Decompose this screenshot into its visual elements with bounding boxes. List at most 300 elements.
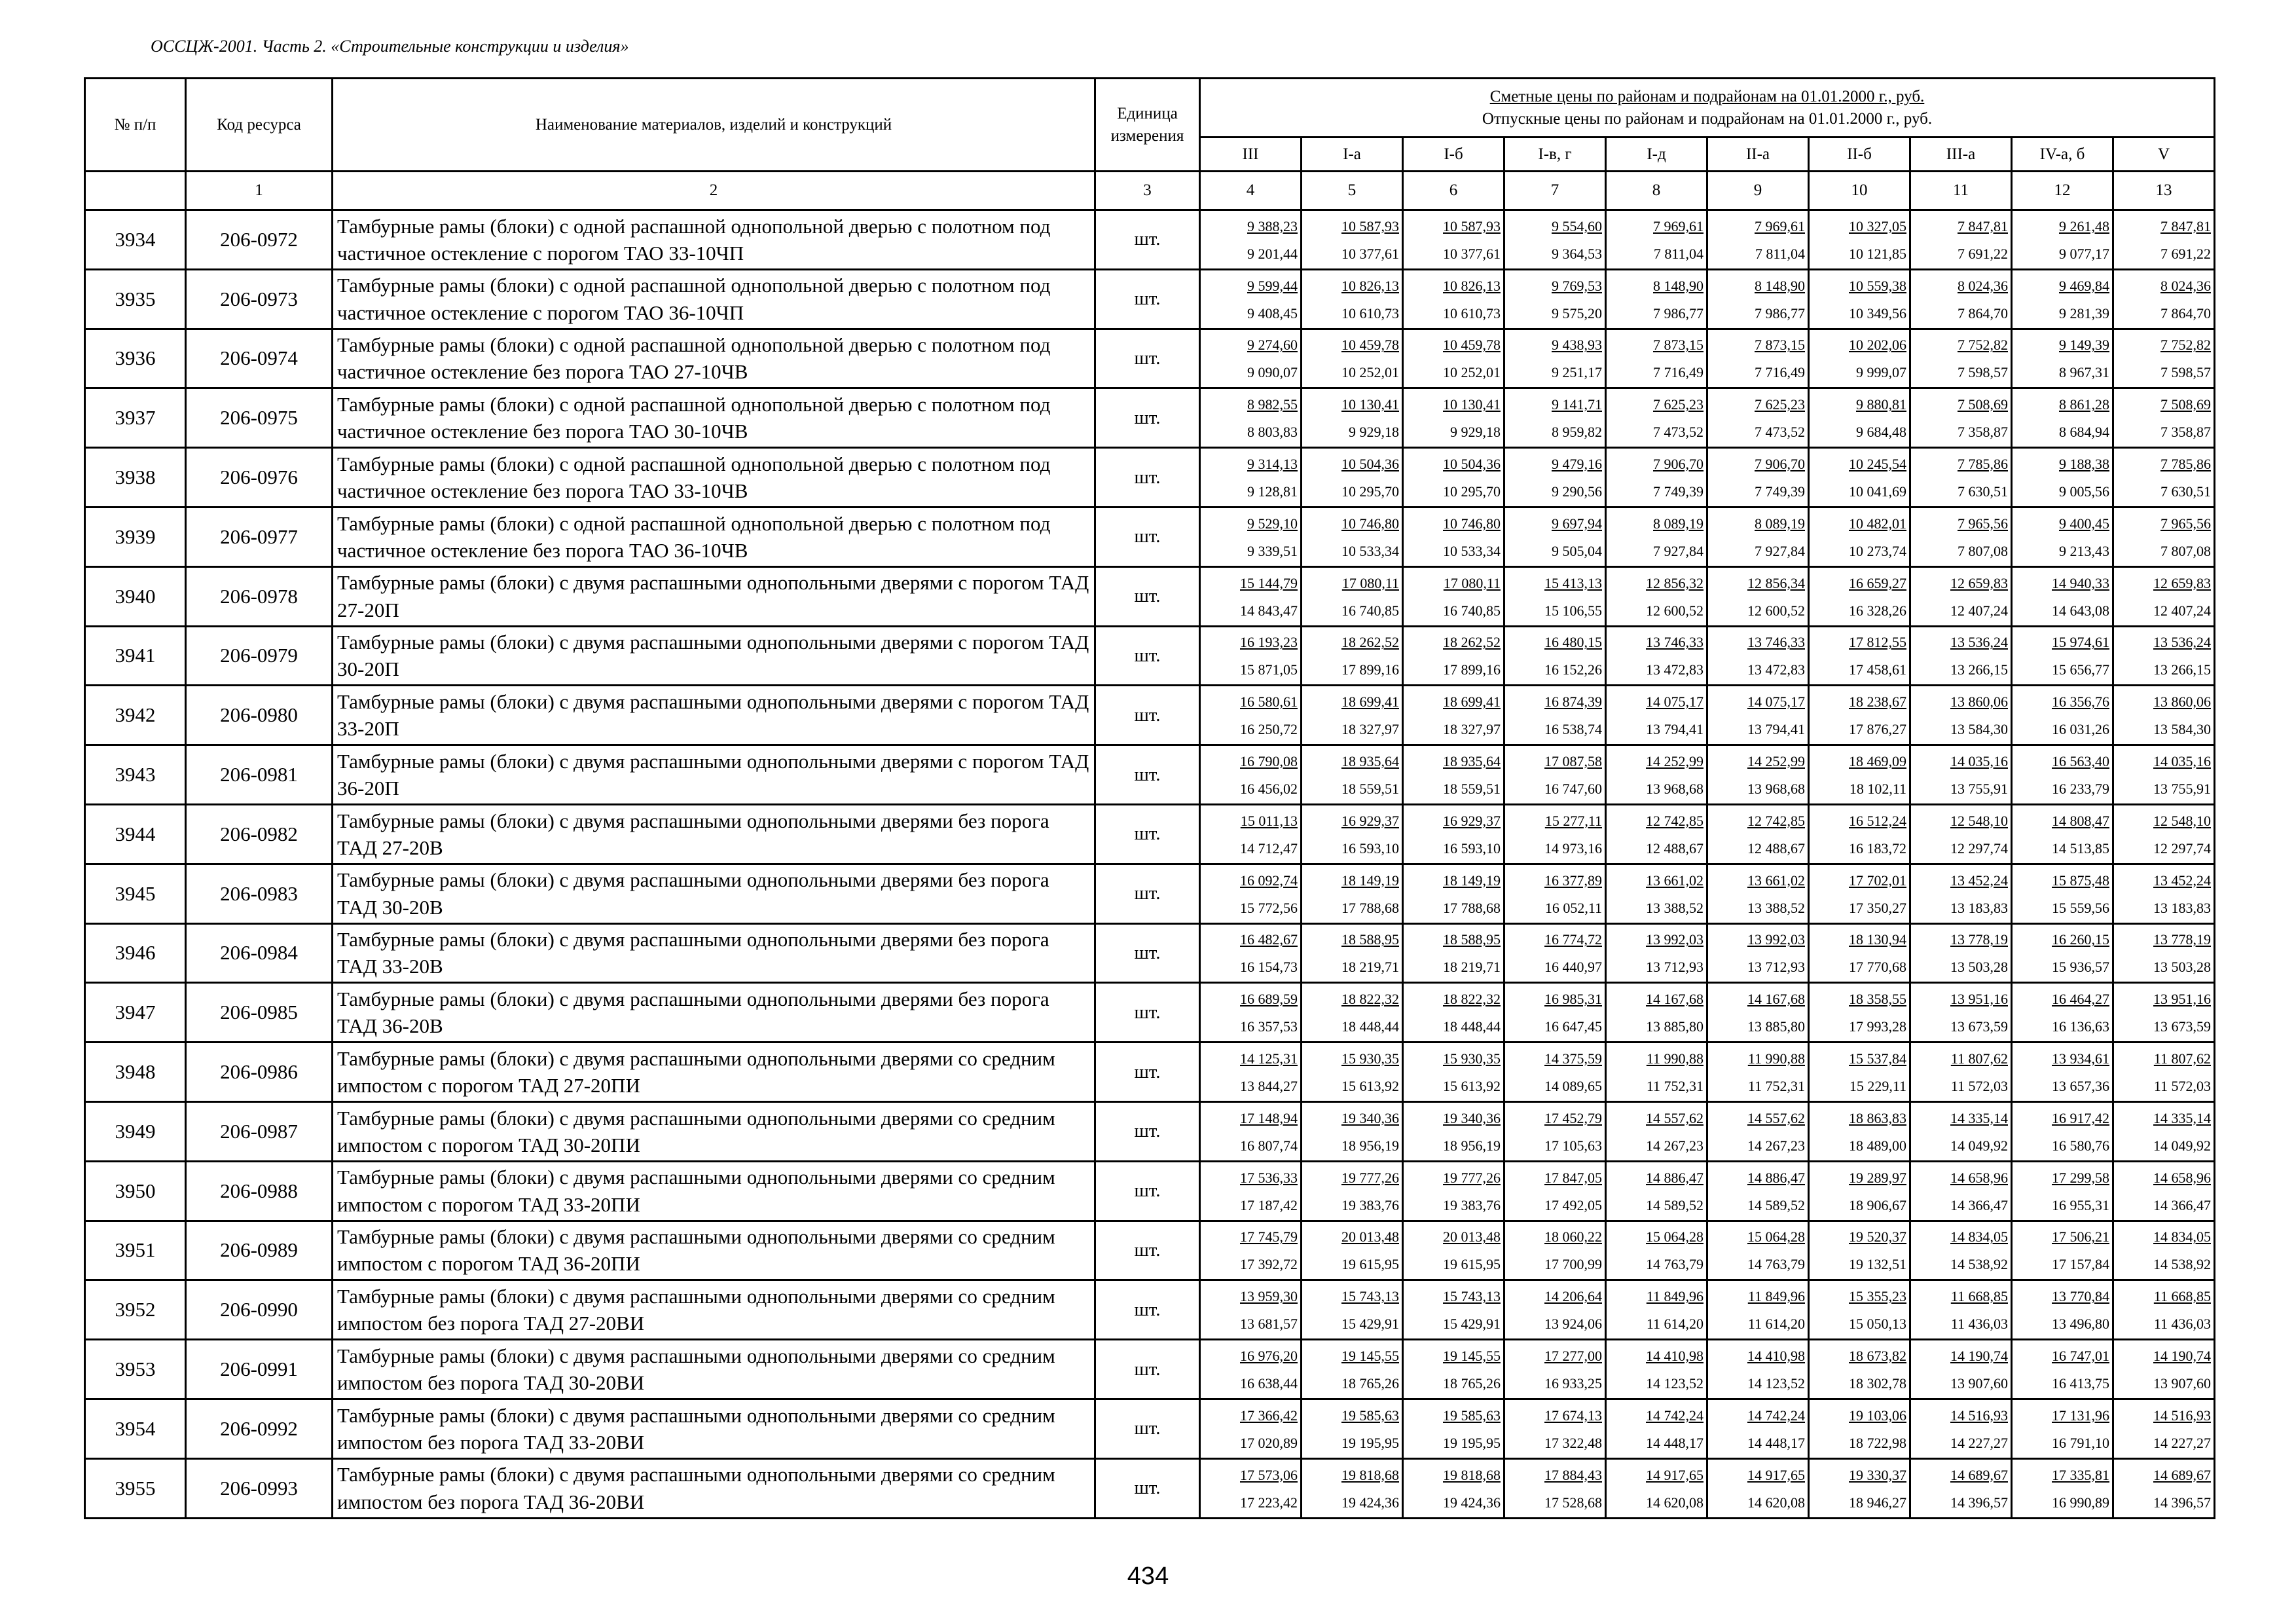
price-cell — [2012, 864, 2113, 923]
price-cell — [2113, 1101, 2215, 1161]
release-price: 17 770,68 — [1849, 959, 1906, 976]
estimate-price: 18 863,83 — [1849, 1109, 1906, 1126]
price-cell — [1200, 1043, 1302, 1102]
material-name: Тамбурные рамы (блоки) с двумя распашными однопольными дверями со средним импостом с порогом ТАД 33-20ПИ — [333, 1161, 1095, 1221]
estimate-price: 9 697,94 — [1552, 515, 1602, 532]
price-cell — [1302, 1043, 1403, 1102]
estimate-price: 12 659,83 — [1950, 574, 2008, 591]
price-cell — [2113, 983, 2215, 1043]
price-cell — [1504, 1101, 1606, 1161]
release-price: 10 377,61 — [1443, 245, 1501, 262]
estimate-price: 14 742,24 — [1646, 1407, 1704, 1424]
estimate-price: 13 860,06 — [2153, 693, 2212, 710]
table-row — [85, 269, 2215, 329]
estimate-price: 9 261,48 — [2059, 217, 2109, 234]
estimate-price: 18 822,32 — [1341, 991, 1399, 1008]
price-cell — [2113, 686, 2215, 745]
estimate-price: 14 886,47 — [1747, 1169, 1805, 1186]
release-price: 9 575,20 — [1552, 304, 1602, 322]
estimate-price: 10 327,05 — [1849, 217, 1906, 234]
price-cell — [1504, 804, 1606, 864]
price-cell — [1403, 1280, 1504, 1340]
estimate-price: 16 976,20 — [1240, 1348, 1298, 1365]
header-unit: Единица измерения — [1095, 79, 1200, 172]
estimate-price: 10 482,01 — [1849, 515, 1906, 532]
estimate-price: 16 482,67 — [1240, 931, 1298, 948]
price-cell — [1302, 1340, 1403, 1399]
price-cell — [1809, 804, 1910, 864]
material-name: Тамбурные рамы (блоки) с одной распашной однопольной дверью с полотном под частичное остекление без порога ТАО 36-10ЧВ — [333, 507, 1095, 566]
price-cell — [2012, 1340, 2113, 1399]
release-price: 16 183,72 — [1849, 840, 1906, 857]
estimate-price: 14 410,98 — [1747, 1348, 1805, 1365]
estimate-price: 18 149,19 — [1443, 872, 1501, 889]
estimate-price: 9 554,60 — [1552, 217, 1602, 234]
release-price: 13 673,59 — [2153, 1018, 2212, 1035]
price-cell — [1403, 507, 1504, 566]
header-region: III-а — [1910, 138, 2012, 172]
estimate-price: 8 148,90 — [1755, 277, 1805, 294]
estimate-price: 18 262,52 — [1341, 634, 1399, 651]
unit-cell: шт. — [1095, 1458, 1200, 1518]
price-cell — [1606, 1340, 1707, 1399]
estimate-price: 7 847,81 — [2160, 217, 2212, 234]
price-cell — [1302, 686, 1403, 745]
estimate-price: 19 289,97 — [1849, 1169, 1906, 1186]
estimate-price: 9 769,53 — [1552, 277, 1602, 294]
price-cell — [1606, 983, 1707, 1043]
resource-code: 206-0991 — [186, 1340, 333, 1399]
unit-cell: шт. — [1095, 804, 1200, 864]
estimate-price: 7 847,81 — [1958, 217, 2008, 234]
release-price: 18 489,00 — [1849, 1137, 1906, 1154]
release-price: 17 157,84 — [2052, 1256, 2109, 1273]
price-cell — [1910, 210, 2012, 270]
estimate-price: 7 873,15 — [1653, 337, 1704, 354]
estimate-price: 16 092,74 — [1240, 872, 1298, 889]
price-cell — [1910, 626, 2012, 686]
release-price: 13 794,41 — [1747, 721, 1805, 738]
price-cell — [2113, 1399, 2215, 1458]
release-price: 14 763,79 — [1646, 1256, 1704, 1273]
price-cell — [1200, 626, 1302, 686]
price-cell — [1504, 566, 1606, 626]
material-name: Тамбурные рамы (блоки) с одной распашной однопольной дверью с полотном под частичное остекление с порогом ТАО 36-10ЧП — [333, 269, 1095, 329]
release-price: 14 589,52 — [1646, 1196, 1704, 1213]
price-cell — [2113, 566, 2215, 626]
price-cell — [2113, 388, 2215, 448]
table-row — [85, 210, 2215, 270]
estimate-price: 13 661,02 — [1646, 872, 1704, 889]
price-cell — [1809, 1161, 1910, 1221]
estimate-price: 18 588,95 — [1443, 931, 1501, 948]
price-cell — [2113, 864, 2215, 923]
release-price: 15 559,56 — [2052, 899, 2109, 916]
release-price: 13 673,59 — [1950, 1018, 2008, 1035]
release-price: 7 749,39 — [1653, 483, 1704, 500]
price-cell — [1403, 269, 1504, 329]
estimate-price: 9 438,93 — [1552, 337, 1602, 354]
price-cell — [1809, 448, 1910, 507]
estimate-price: 14 689,67 — [1950, 1466, 2008, 1483]
estimate-price: 13 778,19 — [2153, 931, 2212, 948]
release-price: 16 328,26 — [1849, 602, 1906, 619]
price-cell — [1606, 923, 1707, 983]
release-price: 12 488,67 — [1646, 840, 1704, 857]
estimate-price: 12 742,85 — [1646, 812, 1704, 829]
estimate-price: 17 702,01 — [1849, 872, 1906, 889]
unit-cell: шт. — [1095, 1161, 1200, 1221]
price-cell — [1403, 1101, 1504, 1161]
estimate-price: 17 452,79 — [1544, 1109, 1602, 1126]
unit-cell: шт. — [1095, 1101, 1200, 1161]
release-price: 13 968,68 — [1646, 781, 1704, 798]
estimate-price: 19 340,36 — [1341, 1109, 1399, 1126]
table-row — [85, 745, 2215, 805]
release-price: 11 436,03 — [2153, 1316, 2212, 1333]
price-cell — [1403, 1340, 1504, 1399]
release-price: 14 267,23 — [1747, 1137, 1805, 1154]
price-cell — [1707, 210, 1809, 270]
material-name: Тамбурные рамы (блоки) с двумя распашными однопольными дверями со средним импостом без порога ТАД 30-20ВИ — [333, 1340, 1095, 1399]
row-number: 3945 — [85, 864, 186, 923]
release-price: 9 281,39 — [2059, 304, 2109, 322]
estimate-price: 9 274,60 — [1247, 337, 1298, 354]
column-number: 8 — [1606, 172, 1707, 210]
release-price: 14 448,17 — [1747, 1434, 1805, 1451]
release-price: 18 956,19 — [1443, 1137, 1501, 1154]
release-price: 8 803,83 — [1247, 424, 1298, 441]
estimate-price: 8 089,19 — [1653, 515, 1704, 532]
table-row — [85, 448, 2215, 507]
estimate-price: 7 752,82 — [1958, 337, 2008, 354]
price-cell — [2113, 507, 2215, 566]
estimate-price: 19 818,68 — [1443, 1466, 1501, 1483]
price-cell — [1200, 686, 1302, 745]
price-cell — [1809, 1340, 1910, 1399]
price-cell — [1809, 388, 1910, 448]
estimate-price: 11 990,88 — [1646, 1050, 1704, 1067]
price-cell — [2012, 1399, 2113, 1458]
resource-code: 206-0987 — [186, 1101, 333, 1161]
header-region: III — [1200, 138, 1302, 172]
estimate-price: 15 930,35 — [1341, 1050, 1399, 1067]
release-price: 13 503,28 — [2153, 959, 2212, 976]
estimate-price: 14 410,98 — [1646, 1348, 1704, 1365]
estimate-price: 20 013,48 — [1443, 1228, 1501, 1246]
release-price: 9 251,17 — [1552, 364, 1602, 381]
release-price: 16 440,97 — [1544, 959, 1602, 976]
estimate-price: 15 537,84 — [1849, 1050, 1906, 1067]
estimate-price: 13 951,16 — [1950, 991, 2008, 1008]
table-row — [85, 388, 2215, 448]
estimate-price: 17 131,96 — [2052, 1407, 2109, 1424]
release-price: 14 227,27 — [2153, 1434, 2212, 1451]
column-number: 9 — [1707, 172, 1809, 210]
price-cell — [1910, 507, 2012, 566]
row-number: 3950 — [85, 1161, 186, 1221]
release-price: 7 811,04 — [1755, 245, 1805, 262]
estimate-price: 14 206,64 — [1544, 1288, 1602, 1305]
estimate-price: 13 934,61 — [2052, 1050, 2109, 1067]
estimate-price: 14 167,68 — [1747, 991, 1805, 1008]
estimate-price: 15 743,13 — [1443, 1288, 1501, 1305]
header-code: Код ресурса — [186, 79, 333, 172]
price-cell — [1809, 1221, 1910, 1280]
price-cell — [1809, 1101, 1910, 1161]
estimate-price: 18 822,32 — [1443, 991, 1501, 1008]
unit-cell: шт. — [1095, 1280, 1200, 1340]
estimate-price: 11 849,96 — [1646, 1288, 1704, 1305]
price-cell — [1504, 448, 1606, 507]
release-price: 18 219,71 — [1443, 959, 1501, 976]
price-cell — [1200, 1221, 1302, 1280]
price-cell — [1403, 566, 1504, 626]
estimate-price: 14 917,65 — [1646, 1466, 1704, 1483]
price-cell — [1707, 745, 1809, 805]
estimate-price: 9 599,44 — [1247, 277, 1298, 294]
estimate-price: 8 148,90 — [1653, 277, 1704, 294]
header-region: I-а — [1302, 138, 1403, 172]
estimate-price: 17 080,11 — [1341, 574, 1399, 591]
release-price: 9 684,48 — [1856, 424, 1906, 441]
estimate-price: 19 145,55 — [1443, 1348, 1501, 1365]
material-name: Тамбурные рамы (блоки) с двумя распашными однопольными дверями со средним импостом без порога ТАД 36-20ВИ — [333, 1458, 1095, 1518]
row-number: 3935 — [85, 269, 186, 329]
estimate-price: 14 075,17 — [1747, 693, 1805, 710]
estimate-price: 16 659,27 — [1849, 574, 1906, 591]
resource-code: 206-0973 — [186, 269, 333, 329]
price-cell — [2012, 210, 2113, 270]
price-cell — [1809, 745, 1910, 805]
release-price: 8 967,31 — [2059, 364, 2109, 381]
price-cell — [1403, 864, 1504, 923]
estimate-price: 16 917,42 — [2052, 1109, 2109, 1126]
resource-code: 206-0976 — [186, 448, 333, 507]
price-cell — [1200, 388, 1302, 448]
price-cell — [1200, 448, 1302, 507]
price-cell — [2012, 923, 2113, 983]
estimate-price: 15 064,28 — [1747, 1228, 1805, 1246]
release-price: 9 128,81 — [1247, 483, 1298, 500]
table-row — [85, 804, 2215, 864]
release-price: 14 227,27 — [1950, 1434, 2008, 1451]
estimate-price: 13 992,03 — [1646, 931, 1704, 948]
release-price: 16 638,44 — [1240, 1375, 1298, 1392]
price-cell — [1200, 804, 1302, 864]
release-price: 14 843,47 — [1240, 602, 1298, 619]
price-cell — [1200, 269, 1302, 329]
estimate-price: 13 536,24 — [1950, 634, 2008, 651]
unit-cell: шт. — [1095, 1043, 1200, 1102]
price-cell — [2113, 745, 2215, 805]
release-price: 7 691,22 — [2160, 245, 2212, 262]
estimate-price: 16 774,72 — [1544, 931, 1602, 948]
release-price: 17 876,27 — [1849, 721, 1906, 738]
row-number: 3943 — [85, 745, 186, 805]
price-cell — [1504, 329, 1606, 388]
price-cell — [1302, 1280, 1403, 1340]
release-price: 10 273,74 — [1849, 542, 1906, 559]
estimate-price: 14 658,96 — [1950, 1169, 2008, 1186]
material-name: Тамбурные рамы (блоки) с одной распашной однопольной дверью с полотном под частичное остекление без порога ТАО 30-10ЧВ — [333, 388, 1095, 448]
price-cell — [1403, 1399, 1504, 1458]
price-cell — [1809, 923, 1910, 983]
material-name: Тамбурные рамы (блоки) с двумя распашными однопольными дверями со средним импостом с порогом ТАД 36-20ПИ — [333, 1221, 1095, 1280]
release-price: 14 123,52 — [1646, 1375, 1704, 1392]
release-price: 10 295,70 — [1341, 483, 1399, 500]
resource-code: 206-0989 — [186, 1221, 333, 1280]
estimate-price: 11 990,88 — [1747, 1050, 1805, 1067]
price-cell — [1403, 448, 1504, 507]
estimate-price: 16 464,27 — [2052, 991, 2109, 1008]
estimate-price: 15 011,13 — [1240, 812, 1298, 829]
estimate-price: 14 190,74 — [2153, 1348, 2212, 1365]
release-price: 11 752,31 — [1646, 1078, 1704, 1095]
estimate-price: 15 064,28 — [1646, 1228, 1704, 1246]
release-price: 12 600,52 — [1646, 602, 1704, 619]
release-price: 17 223,42 — [1240, 1494, 1298, 1511]
price-cell — [1504, 388, 1606, 448]
release-price: 13 755,91 — [2153, 781, 2212, 798]
release-price: 14 763,79 — [1747, 1256, 1805, 1273]
price-cell — [1504, 269, 1606, 329]
price-cell — [1809, 269, 1910, 329]
price-cell — [1504, 1043, 1606, 1102]
price-cell — [1403, 983, 1504, 1043]
price-cell — [1707, 626, 1809, 686]
estimate-price: 12 659,83 — [2153, 574, 2212, 591]
release-price: 13 657,36 — [2052, 1078, 2109, 1095]
estimate-price: 9 469,84 — [2059, 277, 2109, 294]
release-price: 17 020,89 — [1240, 1434, 1298, 1451]
price-cell — [2012, 1161, 2113, 1221]
release-price: 14 396,57 — [1950, 1494, 2008, 1511]
release-price: 13 924,06 — [1544, 1316, 1602, 1333]
release-price: 7 807,08 — [1958, 542, 2008, 559]
release-price: 16 456,02 — [1240, 781, 1298, 798]
estimate-price: 10 587,93 — [1443, 217, 1501, 234]
estimate-price: 16 480,15 — [1544, 634, 1602, 651]
estimate-price: 12 548,10 — [2153, 812, 2212, 829]
release-price: 13 907,60 — [1950, 1375, 2008, 1392]
column-number: 13 — [2113, 172, 2215, 210]
header-prices-estimate: Сметные цены по районам и подрайонам на 01.01.2000 г., руб. — [1489, 87, 1925, 105]
price-cell — [1707, 686, 1809, 745]
table-row — [85, 1458, 2215, 1518]
release-price: 10 377,61 — [1341, 245, 1399, 262]
price-cell — [2113, 1280, 2215, 1340]
release-price: 15 772,56 — [1240, 899, 1298, 916]
estimate-price: 18 130,94 — [1849, 931, 1906, 948]
price-table — [84, 77, 2215, 1519]
release-price: 18 219,71 — [1341, 959, 1399, 976]
release-price: 10 610,73 — [1443, 304, 1501, 322]
release-price: 10 295,70 — [1443, 483, 1501, 500]
release-price: 15 871,05 — [1240, 661, 1298, 678]
row-number: 3937 — [85, 388, 186, 448]
price-cell — [1606, 745, 1707, 805]
price-cell — [1809, 686, 1910, 745]
estimate-price: 12 742,85 — [1747, 812, 1805, 829]
estimate-price: 17 087,58 — [1544, 753, 1602, 770]
release-price: 13 907,60 — [2153, 1375, 2212, 1392]
price-cell — [1910, 329, 2012, 388]
price-cell — [1606, 1280, 1707, 1340]
price-cell — [1200, 1161, 1302, 1221]
release-price: 7 807,08 — [2160, 542, 2212, 559]
estimate-price: 9 314,13 — [1247, 456, 1298, 473]
table-row — [85, 1399, 2215, 1458]
price-cell — [1707, 1340, 1809, 1399]
estimate-price: 13 746,33 — [1646, 634, 1704, 651]
price-cell — [1403, 388, 1504, 448]
release-price: 19 132,51 — [1849, 1256, 1906, 1273]
unit-cell: шт. — [1095, 507, 1200, 566]
release-price: 7 630,51 — [2160, 483, 2212, 500]
estimate-price: 11 668,85 — [1950, 1288, 2008, 1305]
release-price: 7 473,52 — [1755, 424, 1805, 441]
release-price: 18 722,98 — [1849, 1434, 1906, 1451]
release-price: 18 302,78 — [1849, 1375, 1906, 1392]
header-num: № п/п — [85, 79, 186, 172]
estimate-price: 14 689,67 — [2153, 1466, 2212, 1483]
release-price: 15 429,91 — [1443, 1316, 1501, 1333]
price-cell — [1504, 1221, 1606, 1280]
estimate-price: 13 959,30 — [1240, 1288, 1298, 1305]
price-cell — [2113, 1161, 2215, 1221]
price-cell — [1302, 1161, 1403, 1221]
estimate-price: 16 689,59 — [1240, 991, 1298, 1008]
estimate-price: 15 277,11 — [1544, 812, 1602, 829]
price-cell — [2012, 269, 2113, 329]
price-cell — [1910, 388, 2012, 448]
estimate-price: 18 588,95 — [1341, 931, 1399, 948]
estimate-price: 13 536,24 — [2153, 634, 2212, 651]
unit-cell: шт. — [1095, 566, 1200, 626]
resource-code: 206-0974 — [186, 329, 333, 388]
release-price: 16 747,60 — [1544, 781, 1602, 798]
price-cell — [1403, 329, 1504, 388]
release-price: 11 614,20 — [1646, 1316, 1704, 1333]
release-price: 7 598,57 — [1958, 364, 2008, 381]
estimate-price: 20 013,48 — [1341, 1228, 1399, 1246]
price-cell — [1403, 626, 1504, 686]
price-cell — [1910, 1221, 2012, 1280]
material-name: Тамбурные рамы (блоки) с двумя распашными однопольными дверями без порога ТАД 33-20В — [333, 923, 1095, 983]
column-number: 1 — [186, 172, 333, 210]
release-price: 11 614,20 — [1747, 1316, 1805, 1333]
price-cell — [2012, 626, 2113, 686]
estimate-price: 14 035,16 — [1950, 753, 2008, 770]
release-price: 18 327,97 — [1443, 721, 1501, 738]
price-cell — [1302, 1221, 1403, 1280]
price-cell — [1606, 507, 1707, 566]
estimate-price: 7 785,86 — [2160, 456, 2212, 473]
resource-code: 206-0993 — [186, 1458, 333, 1518]
estimate-price: 10 202,06 — [1849, 337, 1906, 354]
price-cell — [1809, 1458, 1910, 1518]
estimate-price: 7 873,15 — [1755, 337, 1805, 354]
release-price: 16 233,79 — [2052, 781, 2109, 798]
row-number: 3953 — [85, 1340, 186, 1399]
release-price: 19 383,76 — [1443, 1196, 1501, 1213]
estimate-price: 14 886,47 — [1646, 1169, 1704, 1186]
release-price: 11 436,03 — [1950, 1316, 2008, 1333]
release-price: 18 956,19 — [1341, 1137, 1399, 1154]
estimate-price: 8 024,36 — [2160, 277, 2212, 294]
release-price: 16 250,72 — [1240, 721, 1298, 738]
